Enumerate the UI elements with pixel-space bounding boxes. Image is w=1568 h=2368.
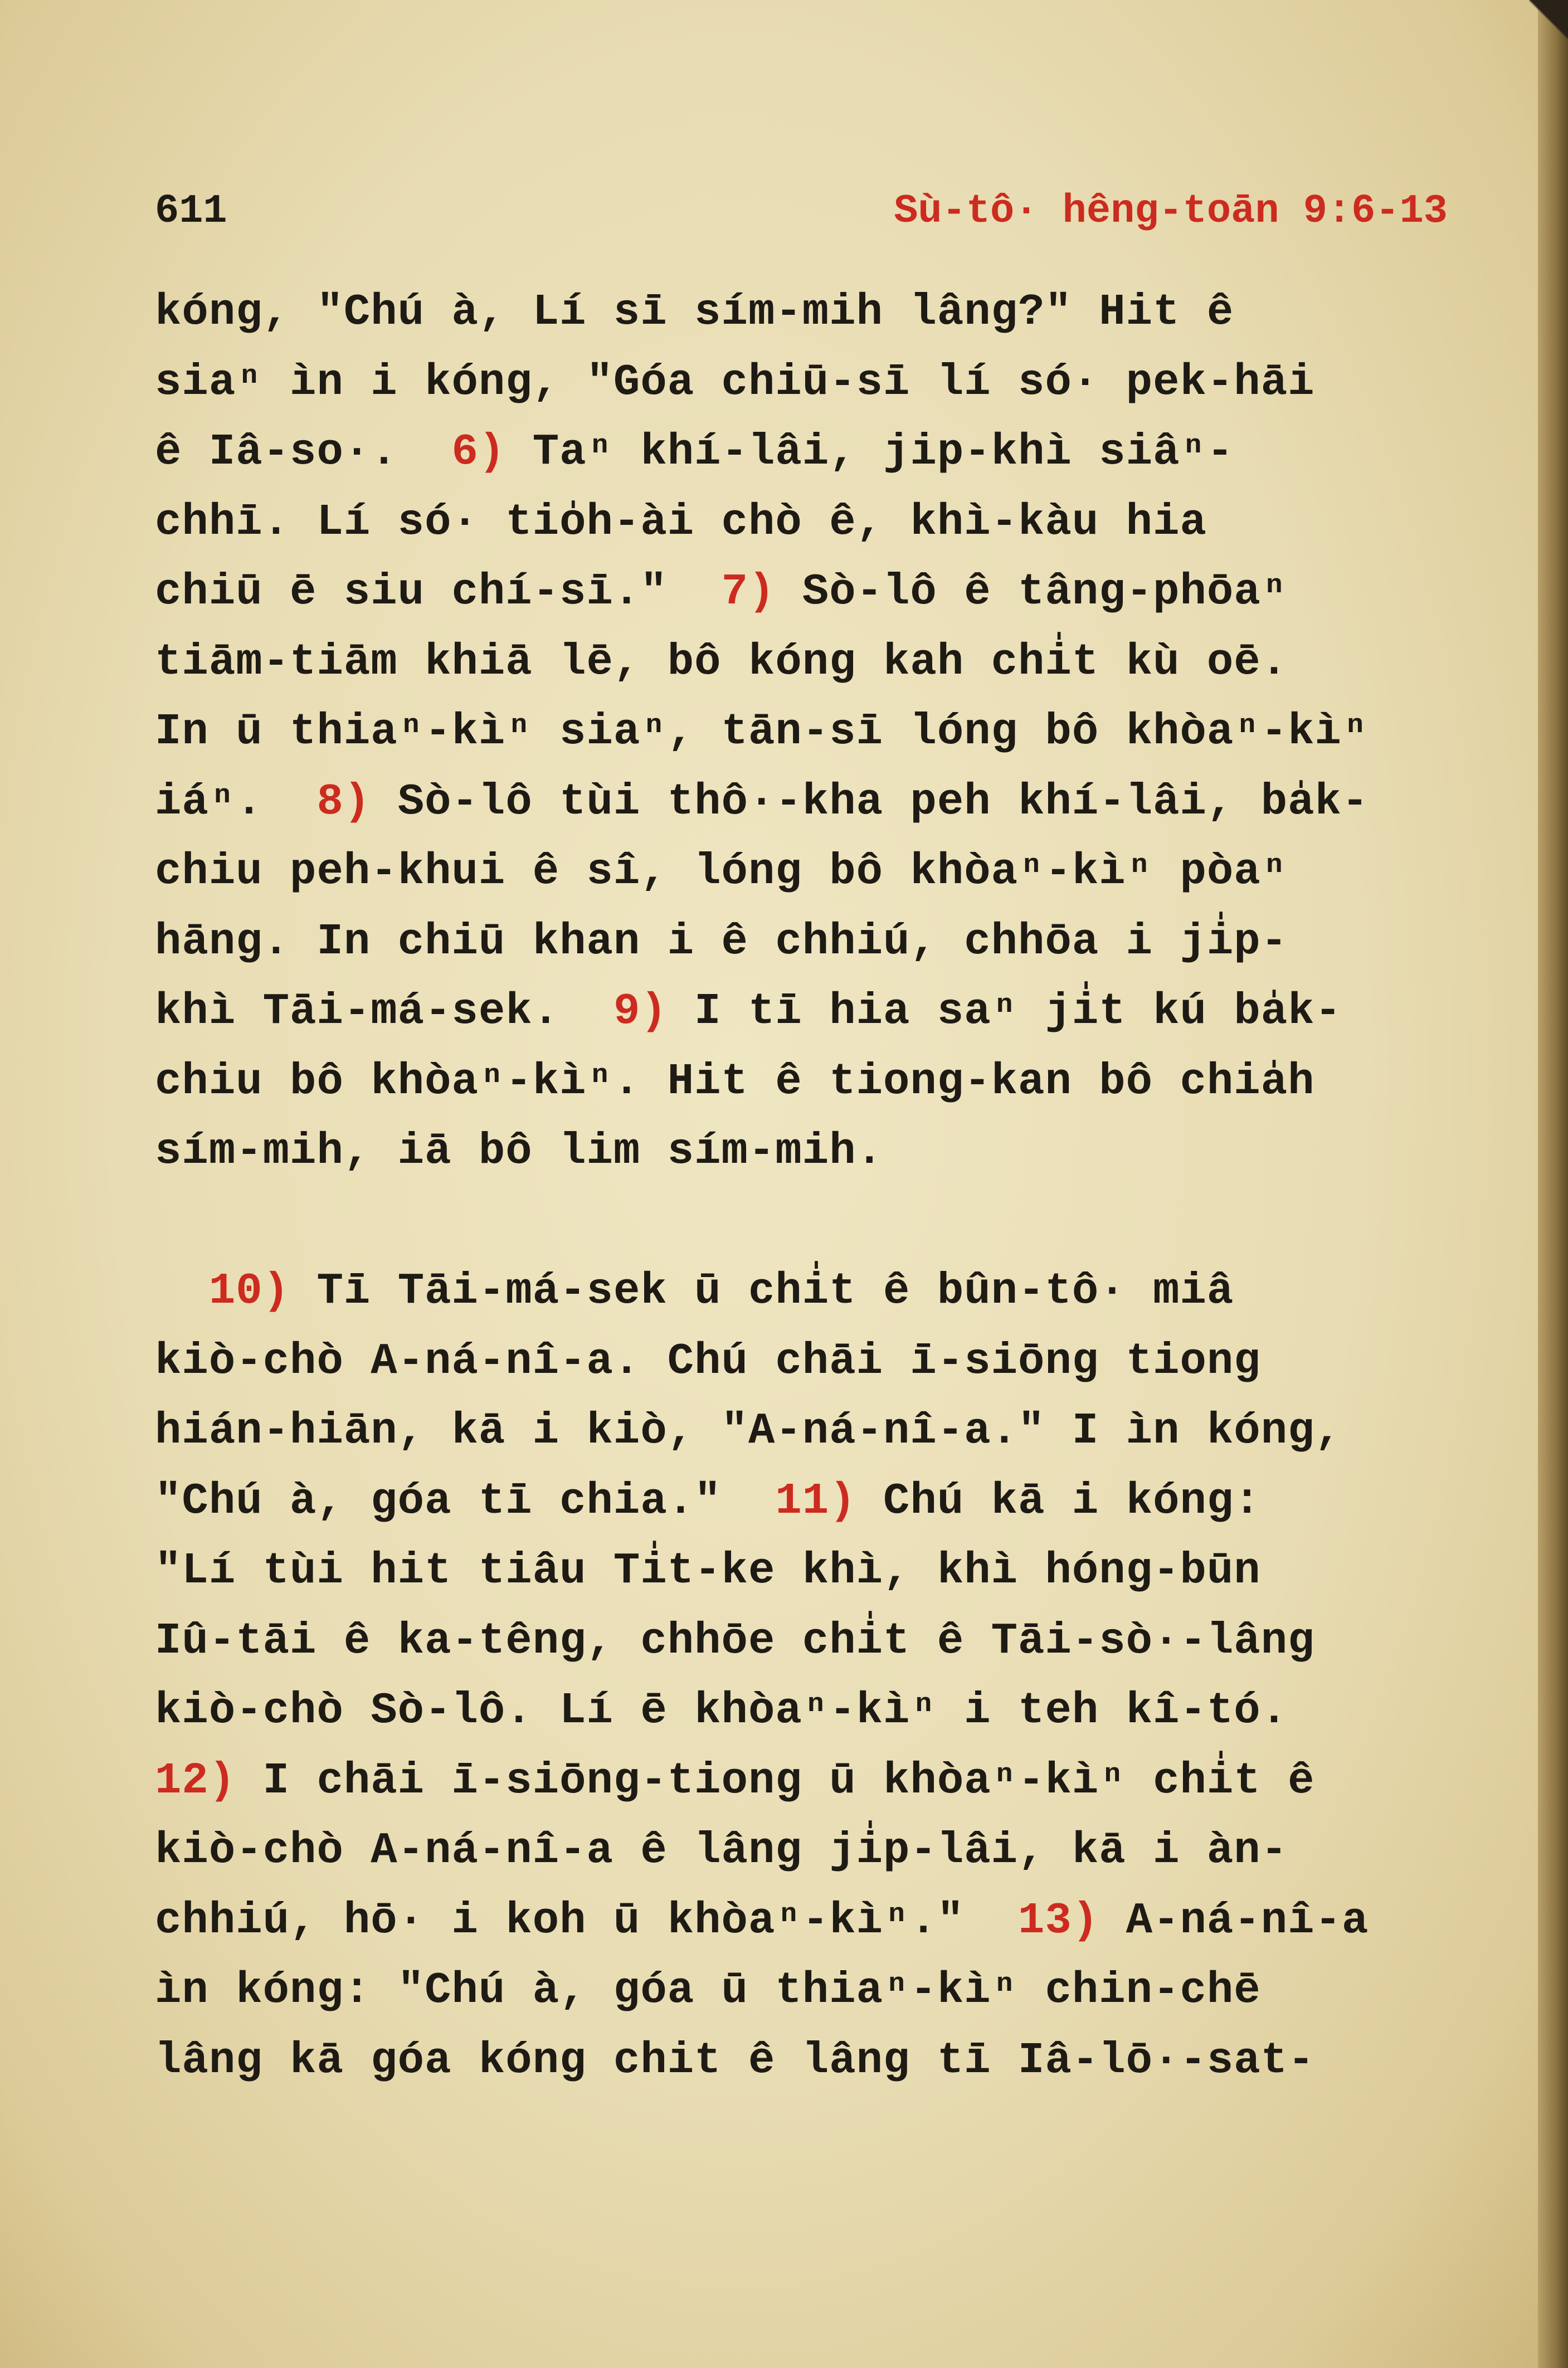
line-text: kóng, "Chú à, Lí sī sím-mih lâng?" Hit ê [155,287,1234,337]
body-text [155,277,1464,2096]
running-header [155,188,1448,250]
text-line [155,2026,1464,2096]
line-text: chiū ē siu chí-sī." [155,567,722,617]
line-text: Tī Tāi-má-sek ū chi̍t ê bûn-tô· miâ [290,1266,1234,1316]
verse-number: 9) [613,986,668,1036]
line-text: chiu peh-khui ê sî, lóng bô khòaⁿ-kìⁿ pòaⁿ [155,846,1288,896]
text-line [155,697,1464,767]
text-line [155,977,1464,1047]
verse-number: 11) [775,1475,856,1526]
line-text: Sò-lô tùi thô·-kha peh khí-lâi, ba̍k- [371,776,1369,827]
line-text: tiām-tiām khiā lē, bô kóng kah chi̍t kù oē. [155,636,1288,687]
text-line [155,1816,1464,1886]
book-spine-edge [1538,0,1568,2368]
verse-number: 12) [155,1755,236,1806]
page-number: 611 [155,188,227,234]
text-line [155,837,1464,907]
line-text: chiu bô khòaⁿ-kìⁿ. Hit ê tiong-kan bô chia̍h [155,1056,1315,1107]
text-line [155,1536,1464,1606]
line-text: In ū thiaⁿ-kìⁿ siaⁿ, tān-sī lóng bô khòaⁿ-kìⁿ [155,706,1369,757]
line-text: iáⁿ. [155,776,317,827]
verse-number: 6) [451,427,506,477]
line-text: kiò-chò Sò-lô. Lí ē khòaⁿ-kìⁿ i teh kî-tó. [155,1685,1288,1736]
line-text: "Chú à, góa tī chia." [155,1475,776,1526]
line-text: khì Tāi-má-sek. [155,986,613,1036]
verse-number: 13) [1018,1895,1099,1946]
text-line [155,348,1464,418]
line-text: A-ná-nî-a [1099,1895,1369,1946]
line-text: "Lí tùi hit tiâu Ti̍t-ke khì, khì hóng-būn [155,1546,1261,1596]
line-text: Taⁿ khí-lâi, jip-khì siâⁿ- [505,427,1234,477]
text-line [155,277,1464,348]
text-line [155,417,1464,488]
text-line [155,1886,1464,1956]
verse-number: 10) [208,1266,290,1316]
verse-number: 8) [316,776,371,827]
line-text: sím-mih, iā bô lim sím-mih. [155,1126,884,1176]
line-text: chhiú, hō· i koh ū khòaⁿ-kìⁿ." [155,1895,1019,1946]
text-line [155,1256,1464,1327]
line-text: lâng kā góa kóng chit ê lâng tī Iâ-lō·-sat- [155,2035,1315,2086]
line-text: ìn kóng: "Chú à, góa ū thiaⁿ-kìⁿ chin-chē [155,1965,1261,2015]
line-text: kiò-chò A-ná-nî-a. Chú chāi ī-siōng tiong [155,1336,1261,1386]
text-line [155,1676,1464,1746]
paragraph-gap [155,1187,1464,1257]
text-line [155,1047,1464,1117]
line-text: I chāi ī-siōng-tiong ū khòaⁿ-kìⁿ chi̍t ê [236,1755,1315,1806]
line-text: I tī hia saⁿ ji̍t kú ba̍k- [667,986,1342,1036]
line-text: hián-hiān, kā i kiò, "A-ná-nî-a." I ìn kóng, [155,1406,1342,1456]
line-text: Iû-tāi ê ka-têng, chhōe chi̍t ê Tāi-sò·-lâng [155,1615,1315,1666]
text-line [155,767,1464,837]
text-line [155,907,1464,977]
line-text: kiò-chò A-ná-nî-a ê lâng ji̍p-lâi, kā i àn- [155,1825,1288,1875]
running-title [894,188,1448,234]
text-line [155,1396,1464,1466]
line-text: ê Iâ-so·. [155,427,452,477]
text-line [155,488,1464,558]
line-text: chhī. Lí só· tio̍h-ài chò ê, khì-kàu hia [155,496,1207,547]
line-text: Sò-lô ê tâng-phōaⁿ [775,567,1288,617]
line-text: hāng. In chiū khan i ê chhiú, chhōa i ji̍p- [155,916,1288,967]
indent [155,1266,209,1316]
text-line [155,1606,1464,1677]
line-text: Chú kā i kóng: [856,1475,1261,1526]
text-line [155,627,1464,698]
text-line [155,557,1464,627]
chapter-verse-reference: 9:6-13 [1303,188,1448,234]
page-corner-shadow [1529,0,1568,39]
book-title: Sù-tô· hêng-toān [894,188,1279,234]
verse-number: 7) [721,567,776,617]
text-line [155,1746,1464,1816]
paragraph-2 [155,1256,1464,2096]
line-text: siaⁿ ìn i kóng, "Góa chiū-sī lí só· pek-hāi [155,357,1315,407]
text-line [155,1327,1464,1397]
paragraph-1 [155,277,1464,1187]
text-line [155,1117,1464,1187]
text-line [155,1466,1464,1537]
text-line [155,1956,1464,2026]
